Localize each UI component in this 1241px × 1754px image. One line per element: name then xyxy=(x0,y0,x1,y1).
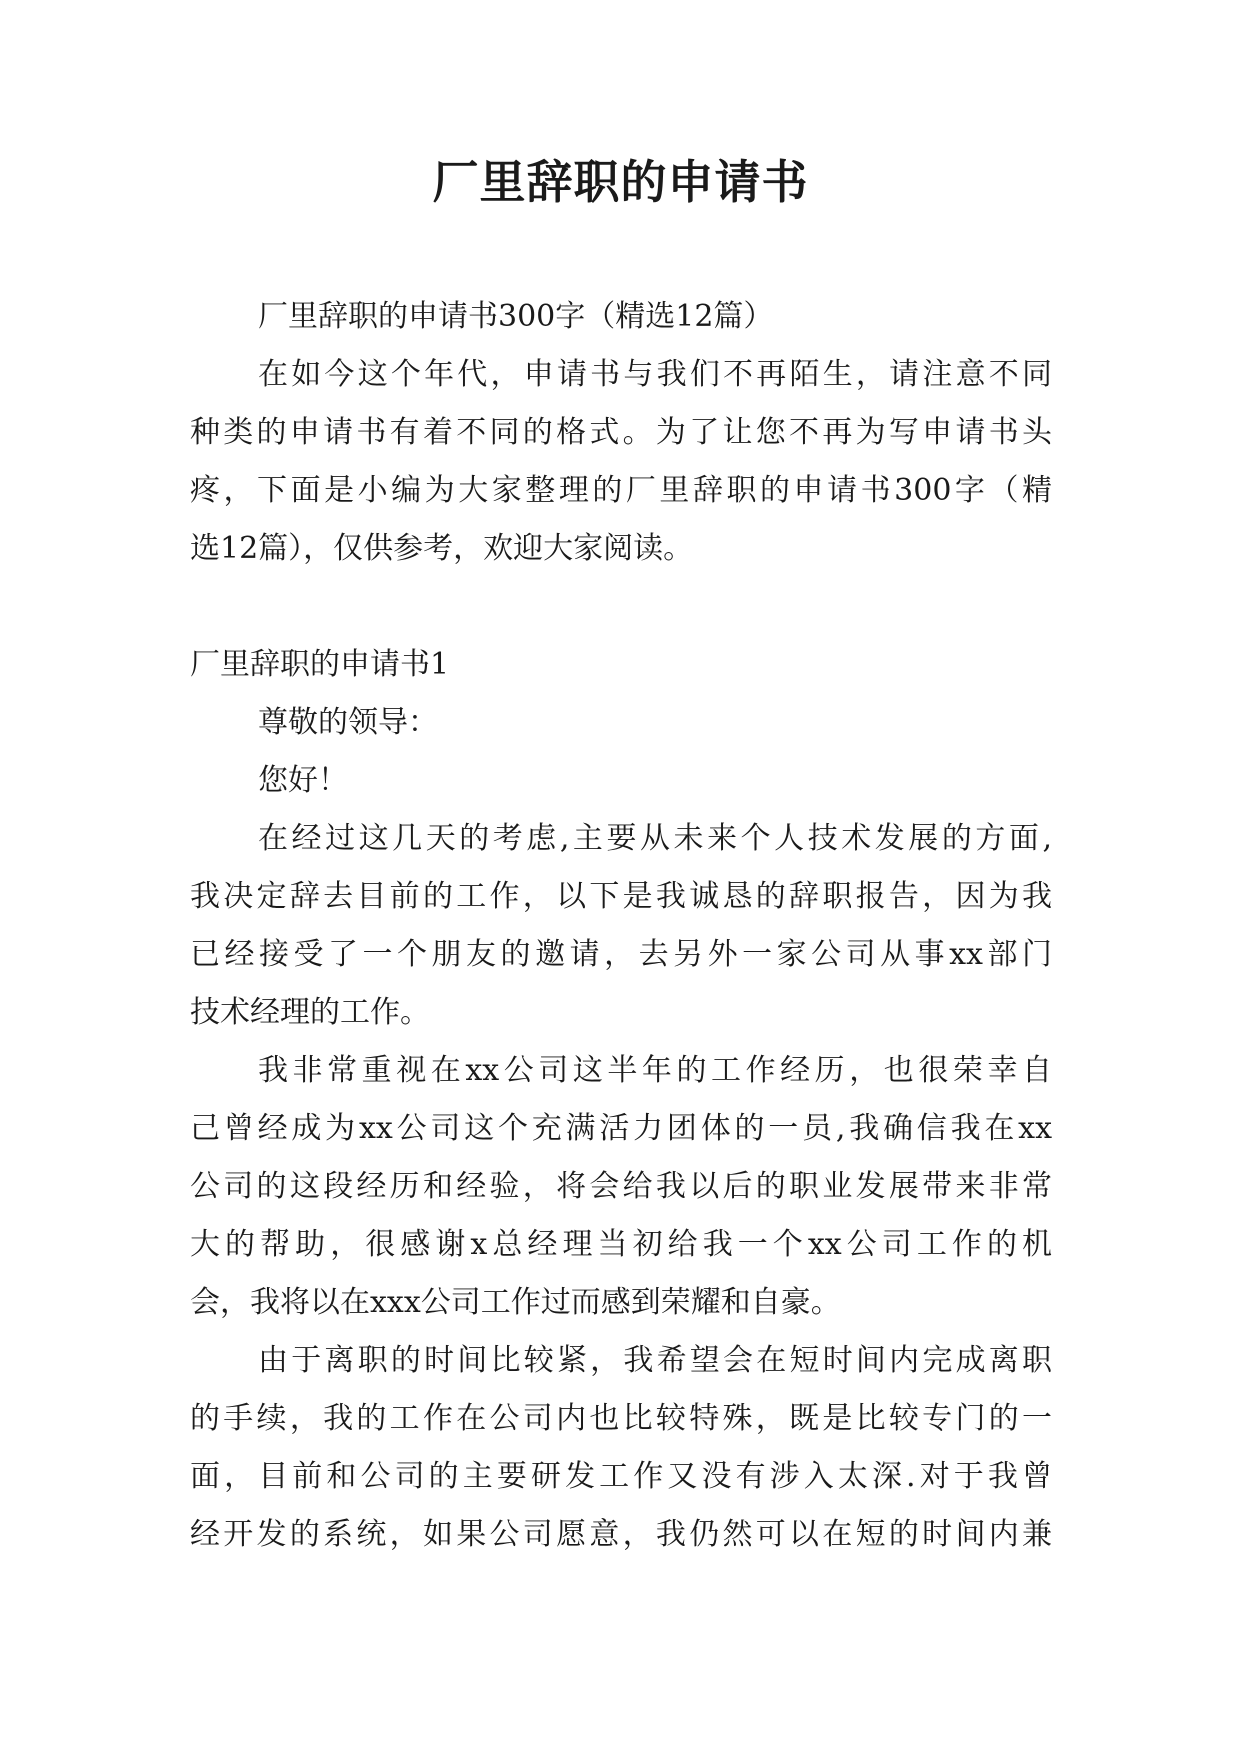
greeting: 您好！ xyxy=(258,763,348,798)
document-body xyxy=(190,288,1052,1564)
paragraph-line: 已经接受了一个朋友的邀请，去另外一家公司从事xx部门 xyxy=(190,937,1052,972)
blank-line xyxy=(190,578,1052,636)
paragraph-line: 经开发的系统，如果公司愿意，我仍然可以在短的时间内兼 xyxy=(190,1517,1052,1552)
paragraph-line: 己曾经成为xx公司这个充满活力团体的一员,我确信我在xx xyxy=(190,1111,1052,1146)
paragraph-line: 在如今这个年代，申请书与我们不再陌生，请注意不同 xyxy=(258,357,1052,392)
document-title: 厂里辞职的申请书 xyxy=(432,155,809,209)
salutation: 尊敬的领导： xyxy=(258,705,438,740)
paragraph-line: 由于离职的时间比较紧，我希望会在短时间内完成离职 xyxy=(258,1343,1052,1378)
paragraph-line: 种类的申请书有着不同的格式。为了让您不再为写申请书头 xyxy=(190,415,1052,450)
paragraph-line: 技术经理的工作。 xyxy=(190,995,430,1030)
paragraph-line: 的手续，我的工作在公司内也比较特殊，既是比较专门的一 xyxy=(190,1401,1052,1436)
section-heading: 厂里辞职的申请书1 xyxy=(190,647,450,682)
intro-paragraph xyxy=(190,346,1052,578)
paragraph-line: 在经过这几天的考虑,主要从未来个人技术发展的方面, xyxy=(258,821,1052,856)
document-subtitle: 厂里辞职的申请书300字（精选12篇） xyxy=(258,299,774,334)
paragraph-line: 面，目前和公司的主要研发工作又没有涉入太深.对于我曾 xyxy=(190,1459,1052,1494)
paragraph-line: 公司的这段经历和经验，将会给我以后的职业发展带来非常 xyxy=(190,1169,1052,1204)
body-paragraph-3 xyxy=(190,1332,1052,1564)
paragraph-line: 我决定辞去目前的工作，以下是我诚恳的辞职报告，因为我 xyxy=(190,879,1052,914)
body-paragraph-2 xyxy=(190,1042,1052,1332)
paragraph-line: 大的帮助，很感谢x总经理当初给我一个xx公司工作的机 xyxy=(190,1227,1052,1262)
paragraph-line: 我非常重视在xx公司这半年的工作经历，也很荣幸自 xyxy=(258,1053,1052,1088)
paragraph-line: 选12篇），仅供参考，欢迎大家阅读。 xyxy=(190,531,694,566)
paragraph-line: 会，我将以在xxx公司工作过而感到荣耀和自豪。 xyxy=(190,1285,841,1320)
paragraph-line: 疼，下面是小编为大家整理的厂里辞职的申请书300字（精 xyxy=(190,473,1052,508)
body-paragraph-1 xyxy=(190,810,1052,1042)
